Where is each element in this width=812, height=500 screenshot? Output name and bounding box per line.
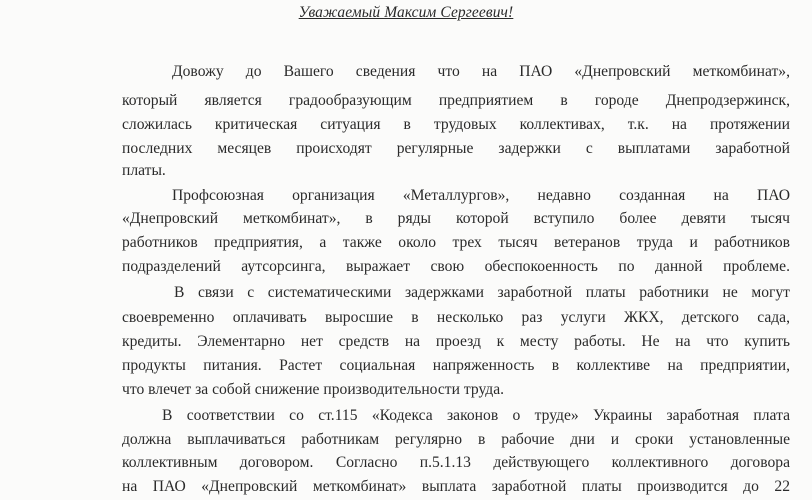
text-line: коллективным договором. Согласно п.5.1.13 действующего коллективного договора	[122, 454, 790, 471]
text-line: подразделений аутсорсинга, выражает свою обеспокоенность по данной проблеме.	[122, 258, 790, 275]
text-line: на ПАО «Днепровский меткомбинат» выплата заработной платы производится до 22	[122, 478, 790, 495]
text-line: работников предприятия, а также около трех тысяч ветеранов труда и работников	[122, 234, 790, 251]
text-line: платы.	[122, 162, 166, 179]
text-line: кредиты. Элементарно нет средств на проезд к месту работы. Не на что купить	[122, 333, 790, 350]
text-line: В связи с систематическими задержками заработной платы работники не могут	[174, 284, 790, 301]
text-line: «Днепровский меткомбинат», в ряды которой вступило более девяти тысяч	[122, 210, 790, 227]
text-line: последних месяцев происходят регулярные задержки с выплатами заработной	[122, 140, 790, 157]
text-line: Довожу до Вашего сведения что на ПАО «Днепровский меткомбинат»,	[172, 63, 790, 80]
text-line: продукты питания. Растет социальная напряженность в коллективе на предприятии,	[122, 357, 790, 374]
text-line: своевременно оплачивать выросшие в несколько раз услуги ЖКХ, детского сада,	[122, 309, 790, 326]
text-line: сложилась критическая ситуация в трудовых коллективах, т.к. на протяжении	[122, 116, 790, 133]
text-line: должна выплачиваться работникам регулярно в рабочие дни и сроки установленные	[122, 431, 790, 448]
text-line: который является градообразующим предприятием в городе Днепродзержинск,	[122, 92, 790, 109]
text-line: В соответствии со ст.115 «Кодекса законов о труде» Украины заработная плата	[162, 407, 790, 424]
text-line: Профсоюзная организация «Металлургов», недавно созданная на ПАО	[172, 187, 790, 204]
text-line: что влечет за собой снижение производительности труда.	[122, 381, 505, 398]
salutation: Уважаемый Максим Сергеевич!	[298, 4, 514, 21]
